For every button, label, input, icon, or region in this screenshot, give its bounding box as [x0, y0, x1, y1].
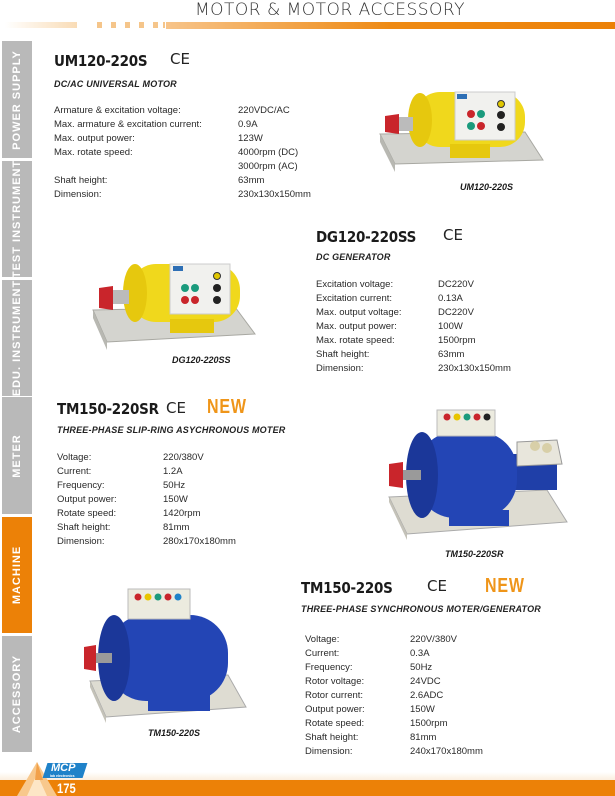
product-caption: TM150-220S	[148, 728, 201, 738]
spec-row: Max. armature & excitation current: 0.9A	[54, 119, 258, 130]
sidebar-tab-machine[interactable]	[2, 517, 32, 633]
spec-row: Shaft height: 63mm	[54, 175, 265, 186]
spec-row: Frequency: 50Hz	[305, 662, 433, 673]
product-model: DG120-220SS	[316, 228, 417, 246]
blue-slip-ring-motor-image	[377, 402, 577, 542]
spec-table	[57, 451, 236, 549]
product-um120-220s	[54, 52, 158, 71]
ce-mark-icon: CE	[443, 226, 463, 244]
spec-row: Shaft height: 81mm	[57, 522, 190, 533]
new-badge: NEW	[207, 396, 247, 418]
ce-mark-icon: CE	[166, 399, 186, 417]
header-decorative-bar	[0, 20, 615, 30]
sidebar-tab-label: ACCESSORY	[11, 654, 23, 734]
spec-row: Dimension: 240x170x180mm	[305, 746, 483, 757]
spec-row: Voltage: 220V/380V	[305, 634, 458, 645]
spec-row: Dimension: 230x130x150mm	[54, 189, 311, 200]
product-tm150-220sr	[57, 400, 170, 419]
product-caption: TM150-220SR	[445, 549, 504, 559]
footer-fade	[0, 772, 615, 780]
spec-row: Excitation voltage: DC220V	[316, 279, 474, 290]
spec-row: Dimension: 280x170x180mm	[57, 536, 236, 547]
sidebar-tab-accessory[interactable]	[2, 636, 32, 752]
product-caption: DG120-220SS	[172, 355, 231, 365]
spec-row: Rotate speed: 1420rpm	[57, 508, 201, 519]
sidebar-tab-label: METER	[11, 433, 23, 478]
spec-row: Rotate speed: 1500rpm	[305, 718, 448, 729]
product-model: UM120-220S	[54, 52, 148, 70]
spec-row: Shaft height: 81mm	[305, 732, 437, 743]
mcp-logo	[17, 762, 87, 796]
new-badge: NEW	[485, 575, 525, 597]
sidebar-tab-label: EDU. INSTRUMENT	[11, 279, 24, 397]
page-number: 175	[57, 780, 76, 796]
logo-subtext: lab electronics	[50, 774, 75, 778]
spec-row: Max. output power: 100W	[316, 321, 463, 332]
blue-synchronous-motor-image	[78, 583, 253, 723]
spec-row: Max. rotate speed: 4000rpm (DC)	[54, 147, 299, 158]
product-tm150-220s	[301, 579, 403, 598]
product-subtitle: THREE-PHASE SLIP-RING ASYCHRONOUS MOTER	[57, 425, 286, 435]
logo-text: MCP	[51, 762, 76, 774]
yellow-motor-image	[375, 82, 545, 178]
footer-bar	[0, 780, 615, 796]
sidebar-tab-edu-instrument[interactable]	[2, 280, 32, 396]
spec-row: Max. rotate speed: 1500rpm	[316, 335, 476, 346]
sidebar-tab-power-supply[interactable]	[2, 41, 32, 158]
spec-row: Voltage: 220/380V	[57, 452, 204, 463]
sidebar-tab-test-instrument[interactable]	[2, 161, 32, 277]
product-subtitle: DC GENERATOR	[316, 252, 391, 262]
spec-row: Output power: 150W	[305, 704, 435, 715]
product-subtitle: THREE-PHASE SYNCHRONOUS MOTER/GENERATOR	[301, 604, 541, 614]
product-model: TM150-220S	[301, 579, 393, 597]
sidebar-tab-label: TEST INSTRUMENT	[11, 159, 23, 279]
product-dg120-220ss	[316, 228, 427, 247]
spec-row: Output power: 150W	[57, 494, 188, 505]
spec-table	[316, 278, 511, 376]
product-model: TM150-220SR	[57, 400, 159, 418]
sidebar-tab-label: POWER SUPPLY	[11, 49, 23, 150]
sidebar-tab-meter[interactable]	[2, 397, 32, 514]
spec-table	[54, 104, 311, 202]
product-subtitle: DC/AC UNIVERSAL MOTOR	[54, 79, 177, 89]
spec-row: Dimension: 230x130x150mm	[316, 363, 511, 374]
spec-row: Current: 1.2A	[57, 466, 183, 477]
spec-table	[305, 633, 483, 759]
spec-row: 3000rpm (AC)	[238, 161, 298, 172]
spec-row: Max. output power: 123W	[54, 133, 263, 144]
spec-row: Rotor voltage: 24VDC	[305, 676, 441, 687]
spec-row: Current: 0.3A	[305, 648, 430, 659]
sidebar-tab-label: MACHINE	[11, 545, 23, 605]
spec-row: Frequency: 50Hz	[57, 480, 186, 491]
spec-row: Excitation current: 0.13A	[316, 293, 463, 304]
page-header-title: MOTOR & MOTOR ACCESSORY	[194, 0, 466, 20]
spec-row: Max. output voltage: DC220V	[316, 307, 474, 318]
yellow-generator-image	[85, 252, 265, 352]
spec-row: Shaft height: 63mm	[316, 349, 465, 360]
ce-mark-icon: CE	[170, 50, 190, 68]
product-caption: UM120-220S	[460, 182, 514, 192]
spec-row: Armature & excitation voltage: 220VDC/AC	[54, 105, 290, 116]
ce-mark-icon: CE	[427, 577, 447, 595]
spec-row: Rotor current: 2.6ADC	[305, 690, 444, 701]
